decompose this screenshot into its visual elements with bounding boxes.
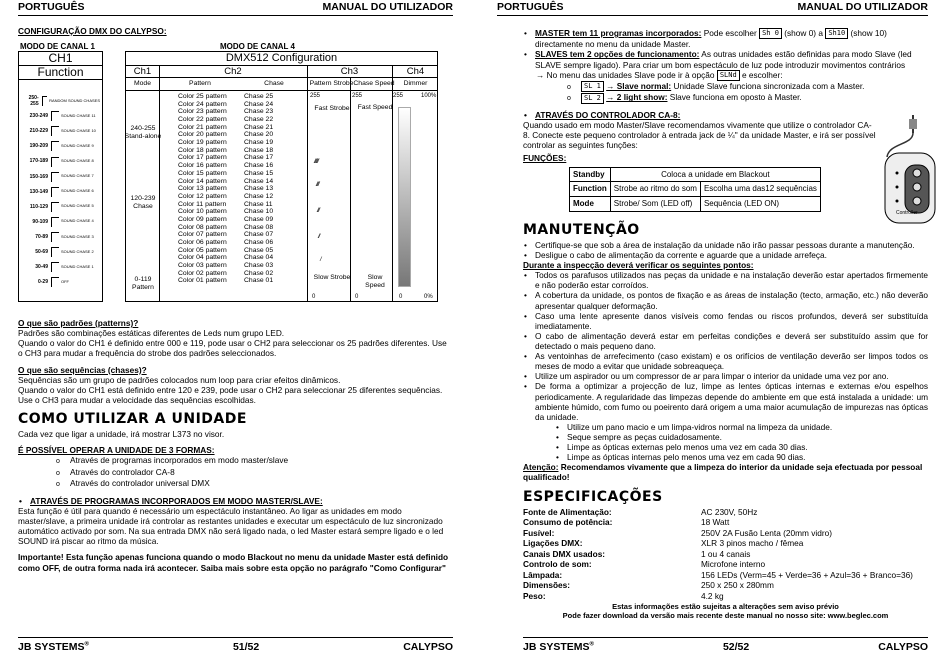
left-content <box>18 26 453 573</box>
ch1-row: 90-109 SOUND CHASE 4 <box>22 217 100 227</box>
functions-table <box>569 167 821 212</box>
header-manual: MANUAL DO UTILIZADOR <box>797 1 928 13</box>
footer-page: 51/52 <box>232 641 260 653</box>
strobe-ticks: // <box>318 234 320 241</box>
table-cell: Function <box>570 182 611 197</box>
sub-chase: Chase <box>264 80 284 88</box>
list-item: o Através do controlador CA-8 <box>70 467 453 479</box>
chase-item: Chase 12 <box>244 192 274 200</box>
pattern-item: Color 12 pattern <box>178 192 227 200</box>
chase-item: Chase 09 <box>244 215 274 223</box>
spec-row <box>523 528 913 539</box>
important-note: Importante! Esta função apenas funciona quando o modo Blackout no menu da unidade Master está definido como OFF, de outra forma nada irá acontecer. Saiba mais sobre esta opção no parágrafo "Como Configurar" <box>18 552 449 573</box>
table-row <box>570 182 821 197</box>
chase-item: Chase 11 <box>244 200 273 208</box>
col-ch2: Ch2 <box>224 66 242 78</box>
chase-item: Chase 07 <box>244 231 274 239</box>
list-item: • Utilize um pano macio e um limpa-vidros normal na limpeza da unidade. <box>567 422 928 432</box>
list-item: • MASTER tem 11 programas incorporados: Pode escolher Sh 0 (show 0) a Sh10 (show 10) directamente no menu da unidade Master. <box>535 28 928 49</box>
strobe-ticks: /// <box>317 208 320 215</box>
dimmer-0: 0 <box>399 294 403 301</box>
footer-product: CALYPSO <box>403 641 453 653</box>
list-item: • Todos os parafusos utilizados nas peças da unidade e na instalação deverão estar apertados firmemente e não poderão estar corroídos. <box>535 270 928 290</box>
pattern-item: Color 08 pattern <box>178 223 227 231</box>
table-row <box>570 167 821 182</box>
controller-label: Controller <box>896 210 918 216</box>
spec-value: AC 230V, 50Hz <box>701 506 758 517</box>
list-item: • Certifique-se que sob a área de instalação da unidade não irão passar pessoas durante a manutenção. <box>535 240 928 250</box>
divider <box>392 65 393 301</box>
fast-strobe: Fast Strobe <box>314 105 350 113</box>
inspection-title: Durante a inspecção deverá verificar os seguintes pontos: <box>523 260 754 271</box>
ch1-row: 190-209 SOUND CHASE 9 <box>22 141 100 151</box>
list-item: • SLAVES tem 2 opções de funcionamento: As outras unidades estão definidas para modo Slave (led SLAVE sempre ligado). Para criar um bom espectáculo de luz pode introduzir movimentos contrários <box>535 49 928 69</box>
spec-value: 1 ou 4 canais <box>701 548 751 559</box>
pattern-item: Color 02 pattern <box>178 269 227 277</box>
table-cell: Standby <box>570 167 611 182</box>
notice-1: Estas informações estão sujeitas a alterações sem aviso prévio <box>612 602 839 612</box>
pattern-item: Color 03 pattern <box>178 261 227 269</box>
col-ch1: Ch1 <box>133 66 152 78</box>
pattern-item: Color 19 pattern <box>178 139 227 147</box>
forms-list <box>70 455 453 490</box>
divider <box>307 65 308 301</box>
chase-item: Chase 10 <box>244 208 274 216</box>
chase-item: Chase 01 <box>244 277 274 285</box>
spec-value: 18 Watt <box>701 517 730 528</box>
sub-mode: Mode <box>133 80 151 88</box>
spec-value: 250V 2A Fusão Lenta (20mm vidro) <box>701 527 832 538</box>
chase-item: Chase 16 <box>244 162 274 170</box>
mode-pattern: 0-119 Pattern <box>132 276 154 292</box>
ch1-row: 70-89 SOUND CHASE 3 <box>22 232 100 242</box>
chase-item: Chase 24 <box>244 100 274 108</box>
patterns-question: O que são padrões (patterns)? <box>18 318 139 329</box>
dimmer-255: 255 <box>393 93 404 100</box>
chase-item: Chase 15 <box>244 169 274 177</box>
inspection-list <box>535 270 928 422</box>
strobe-ticks: ////// <box>314 159 319 166</box>
col-ch3: Ch3 <box>340 66 359 78</box>
list-item: o SL 1 → Slave normal: Unidade Slave funciona sincronizada com a Master. <box>581 81 928 93</box>
ca8-controller-illustration <box>879 115 939 227</box>
list-item: • Limpe as ópticas externas pelo menos uma vez em cada 30 dias. <box>567 442 928 452</box>
header-language: PORTUGUÊS <box>18 1 85 13</box>
list-item: o SL 2 → 2 light show: Slave funciona em oposto à Master. <box>581 92 928 104</box>
chase-list <box>244 93 273 285</box>
ms-text: Esta função é útil para quando é necessário um espectáculo instantâneo. Ao ligar as unidades em modo master/slave, a primeira unidade irá controlar as restantes unidades e executar um espectáculo de luz sincronizado automático activado por som. Na sua entrada DMX não será ligado nada, o led Master estará sempre ligado e o led SOUND irá piscar ao ritmo da música. <box>18 505 444 547</box>
spec-row <box>523 549 913 560</box>
list-item: o Através do controlador universal DMX <box>70 478 453 490</box>
ca8-text: Quando usado em modo Master/Slave recomendamos vivamente que utilize o controlador CA-8. Conecte este pequeno controlador à entrada jack de ¼" da unidade Master, e irá ser possível controlar as seguintes funções: <box>523 120 876 151</box>
ch1-row: 250-255 RANDOM SOUND CHASES <box>28 95 100 108</box>
ch1-title: CH1 <box>19 52 102 66</box>
divider <box>159 65 160 301</box>
slave-options <box>581 81 928 104</box>
chase-item: Chase 06 <box>244 238 274 246</box>
pattern-item: Color 15 pattern <box>178 169 227 177</box>
speed-0: 0 <box>355 294 359 301</box>
chase-item: Chase 19 <box>244 139 274 147</box>
table-row <box>570 197 821 212</box>
chase-item: Chase 05 <box>244 246 274 254</box>
pattern-item: Color 16 pattern <box>178 162 227 170</box>
strobe-ticks: / <box>320 257 321 264</box>
pattern-item: Color 10 pattern <box>178 208 227 216</box>
maintenance-title: MANUTENÇÃO <box>523 221 640 238</box>
header-manual: MANUAL DO UTILIZADOR <box>322 1 453 13</box>
notice-2: Pode fazer download da versão mais recente deste manual no nosso site: www.beglec.com <box>562 611 889 621</box>
display-slnd: SLNd <box>717 70 740 81</box>
cleaning-list <box>567 422 928 462</box>
chase-item: Chase 13 <box>244 185 274 193</box>
chase-item: Chase 22 <box>244 116 274 124</box>
spec-row <box>523 538 913 549</box>
pattern-item: Color 18 pattern <box>178 146 227 154</box>
ch1-row: 170-189 SOUND CHASE 8 <box>22 157 100 167</box>
spec-key: Dimensões: <box>523 580 571 591</box>
pattern-item: Color 01 pattern <box>178 277 227 285</box>
master-slave-list <box>535 28 928 70</box>
list-item: • Seque sempre as peças cuidadosamente. <box>567 432 928 442</box>
pattern-item: Color 17 pattern <box>178 154 227 162</box>
ms-heading <box>30 496 453 506</box>
pattern-item: Color 21 pattern <box>178 123 227 131</box>
right-content <box>523 28 928 620</box>
display-sl2: SL 2 <box>581 93 604 104</box>
header-language: PORTUGUÊS <box>497 1 564 13</box>
table-cell: Mode <box>570 197 611 212</box>
slow-speed: Slow Speed <box>365 274 385 290</box>
sub-pattern: Pattern <box>189 80 211 88</box>
footer-product: CALYPSO <box>878 641 928 653</box>
footer-brand: JB SYSTEMS® <box>18 641 89 653</box>
dmx512-config-box <box>125 51 438 302</box>
footer-page: 52/52 <box>722 641 750 653</box>
page-52 <box>475 0 950 654</box>
spec-key: Consumo de potência: <box>523 517 613 528</box>
ch1-row: 30-49 SOUND CHASE 1 <box>22 262 100 272</box>
list-item: o Através de programas incorporados em modo master/slave <box>70 455 453 467</box>
dimmer-0pct: 0% <box>424 294 433 301</box>
page-header <box>18 1 453 16</box>
table-cell: Escolha uma das12 sequências <box>700 182 820 197</box>
chase-item: Chase 18 <box>244 146 274 154</box>
pattern-item: Color 04 pattern <box>178 254 227 262</box>
page-footer <box>523 637 928 654</box>
pattern-list <box>178 93 227 285</box>
chases-text-2: Quando o valor do CH1 está definido entre 120 e 239, pode usar o CH2 para seleccionar 25 diferentes sequências. Use o CH3 para mudar a velocidade das sequências escolhidas. <box>18 384 443 405</box>
ch1-row: 230-249 SOUND CHASE 11 <box>22 111 100 121</box>
table-cell: Strobe ao ritmo do som <box>610 182 700 197</box>
forms-title: É POSSÍVEL OPERAR A UNIDADE DE 3 FORMAS: <box>18 445 215 456</box>
pattern-item: Color 09 pattern <box>178 215 227 223</box>
ch1-function-label: Function <box>19 66 102 80</box>
spec-value: XLR 3 pinos macho / fêmea <box>701 538 804 549</box>
speed-255: 255 <box>352 93 363 100</box>
chase-item: Chase 04 <box>244 254 274 262</box>
ch1-row: 0-29 OFF <box>22 277 100 287</box>
ca8-title: • ATRAVÉS DO CONTROLADOR CA-8: <box>535 110 878 120</box>
display-sh10: Sh10 <box>825 28 848 39</box>
strobe-ticks: //// <box>316 182 319 189</box>
spec-key: Fusível: <box>523 527 555 538</box>
ch1-row: 110-129 SOUND CHASE 5 <box>22 202 100 212</box>
chase-item: Chase 02 <box>244 269 274 277</box>
functions-label: FUNÇÕES: <box>523 153 567 164</box>
list-item: • De forma a optimizar a projecção de luz, limpe as lentes ópticas internas e externas e/ou espelhos periodicamente. A regularidade das limpezas depende do ambiente em que está instalada a unidade: um ambiente húmido, com fumo ou poeirento dará origem a uma maior acumulação de impurezas nas ópticas da unidade. <box>535 381 928 421</box>
pattern-item: Color 22 pattern <box>178 116 227 124</box>
pattern-item: Color 06 pattern <box>178 238 227 246</box>
table-cell: Strobe/ Som (LED off) <box>610 197 700 212</box>
sub-header-row <box>126 78 437 91</box>
sub-pattern-strobe: Pattern Strobe <box>309 80 354 88</box>
spec-row <box>523 570 913 581</box>
mode-4-label: MODO DE CANAL 4 <box>220 42 295 52</box>
table-cell: Sequência (LED ON) <box>700 197 820 212</box>
spec-row <box>523 580 913 591</box>
spec-row <box>523 591 913 602</box>
col-ch4: Ch4 <box>406 66 425 78</box>
ch1-row: 210-229 SOUND CHASE 10 <box>22 126 100 136</box>
spec-value: 4.2 kg <box>701 590 724 601</box>
spec-key: Canais DMX usados: <box>523 548 606 559</box>
spec-value: 156 LEDs (Verm=45 + Verde=36 + Azul=36 + Branco=36) <box>701 569 913 580</box>
spec-row <box>523 559 913 570</box>
spec-row <box>523 517 913 528</box>
spec-key: Lâmpada: <box>523 569 563 580</box>
list-item: • O cabo de alimentação deverá estar em perfeitas condições e deverá ser substituído assim que for detectado o mais pequeno dano. <box>535 331 928 351</box>
chase-item: Chase 23 <box>244 108 274 116</box>
spec-key: Ligações DMX: <box>523 538 583 549</box>
spec-key: Fonte de Alimentação: <box>523 506 612 517</box>
dimmer-gradient <box>398 107 411 287</box>
chases-text-1: Sequências são um grupo de padrões colocados num loop para criar efeitos dinâmicos. <box>18 374 341 385</box>
dmx-config-title: CONFIGURAÇÃO DMX DO CALYPSO: <box>18 26 167 36</box>
dmx512-title: DMX512 Configuration <box>225 52 338 65</box>
patterns-text-1: Padrões são combinações estáticas diferentes de Leds num grupo LED. <box>18 328 285 339</box>
patterns-text-2: Quando o valor do CH1 é definido entre 000 e 119, pode usar o CH2 para seleccionar os 25 padrões diferentes. Use o CH3 para mudar a frequência do strobe dos padrões seleccionados. <box>18 338 447 359</box>
attention-note: Atenção: Recomendamos vivamente que a limpeza do interior da unidade seja efectuada por pessoal qualificado! <box>523 462 923 483</box>
display-sl1: SL 1 <box>581 81 604 92</box>
spec-key: Controlo de som: <box>523 559 592 570</box>
chase-item: Chase 14 <box>244 177 274 185</box>
pattern-item: Color 23 pattern <box>178 108 227 116</box>
slow-strobe: Slow Strobe <box>313 274 351 282</box>
pattern-item: Color 13 pattern <box>178 185 227 193</box>
pattern-item: Color 07 pattern <box>178 231 227 239</box>
list-item: • Desligue o cabo de alimentação da corrente e aguarde que a unidade arrefeça. <box>535 250 928 260</box>
list-item: • Utilize um aspirador ou um compressor de ar para limpar o interior da unidade uma vez por ano. <box>535 371 928 381</box>
slave-menu-line: → No menu das unidades Slave pode ir à opção SLNd e escolher: <box>536 69 783 80</box>
chase-item: Chase 03 <box>244 261 274 269</box>
specifications-table <box>523 507 913 602</box>
ch1-row: 130-149 SOUND CHASE 6 <box>22 187 100 197</box>
mode-standalone: 240-255 Stand-alone <box>124 125 162 141</box>
chases-question: O que são sequências (chases)? <box>18 364 147 375</box>
page-footer <box>18 637 453 654</box>
list-item: • Caso uma lente apresente danos visíveis como fendas ou riscos profundos, deverá ser substituída imediatamente. <box>535 311 928 331</box>
display-sh0: Sh 0 <box>759 28 782 39</box>
specifications-title: ESPECIFICAÇÕES <box>523 488 663 505</box>
pattern-item: Color 11 pattern <box>178 200 227 208</box>
dimmer-100: 100% <box>421 93 437 100</box>
footer-brand: JB SYSTEMS® <box>523 641 594 653</box>
ch1-row: 150-169 SOUND CHASE 7 <box>22 172 100 182</box>
spec-value: Microfone interno <box>701 559 766 570</box>
strobe-255: 255 <box>310 93 321 100</box>
maintenance-list <box>535 240 928 260</box>
spec-row <box>523 507 913 518</box>
list-item: • As ventoinhas de arrefecimento (caso existam) e os orifícios de ventilação deverão ser limpos todos os meses de modo a evitar que unidade sobreaqueça. <box>535 351 928 371</box>
mode-1-label: MODO DE CANAL 1 <box>20 42 95 52</box>
use-unit-title: COMO UTILIZAR A UNIDADE <box>18 410 247 427</box>
pattern-item: Color 05 pattern <box>178 246 227 254</box>
chase-item: Chase 21 <box>244 123 274 131</box>
pattern-item: Color 25 pattern <box>178 93 227 101</box>
fast-speed: Fast Speed <box>357 104 393 112</box>
pattern-item: Color 20 pattern <box>178 131 227 139</box>
page-header <box>497 1 928 16</box>
ms-title: • ATRAVÉS DE PROGRAMAS INCORPORADOS EM MODO MASTER/SLAVE: <box>30 496 453 506</box>
table-cell: Coloca a unidade em Blackout <box>610 167 820 182</box>
chase-item: Chase 17 <box>244 154 274 162</box>
pattern-item: Color 14 pattern <box>178 177 227 185</box>
list-item: • A cobertura da unidade, os pontos de fixação e as áreas de instalação (tecto, armação, etc.) não deverão apresentar qualquer deformação. <box>535 290 928 310</box>
spec-value: 250 x 250 x 280mm <box>701 580 774 591</box>
ch1-row: 50-69 SOUND CHASE 2 <box>22 247 100 257</box>
chase-item: Chase 08 <box>244 223 274 231</box>
pattern-item: Color 24 pattern <box>178 100 227 108</box>
mode-chase: 120-239 Chase <box>130 195 156 211</box>
sub-dimmer: Dimmer <box>403 80 428 88</box>
list-item: • Limpe as ópticas internas pelo menos uma vez em cada 90 dias. <box>567 452 928 462</box>
use-unit-text: Cada vez que ligar a unidade, irá mostrar L373 no visor. <box>18 429 225 440</box>
sub-chase-speed: Chase Speed <box>353 80 395 88</box>
ca8-block <box>523 110 878 212</box>
spec-key: Peso: <box>523 590 546 601</box>
strobe-0: 0 <box>312 294 316 301</box>
channel-header-row <box>126 65 437 78</box>
dmx-diagram <box>18 42 453 310</box>
chase-item: Chase 25 <box>244 93 274 101</box>
chase-item: Chase 20 <box>244 131 274 139</box>
ch1-function-box <box>18 51 103 302</box>
